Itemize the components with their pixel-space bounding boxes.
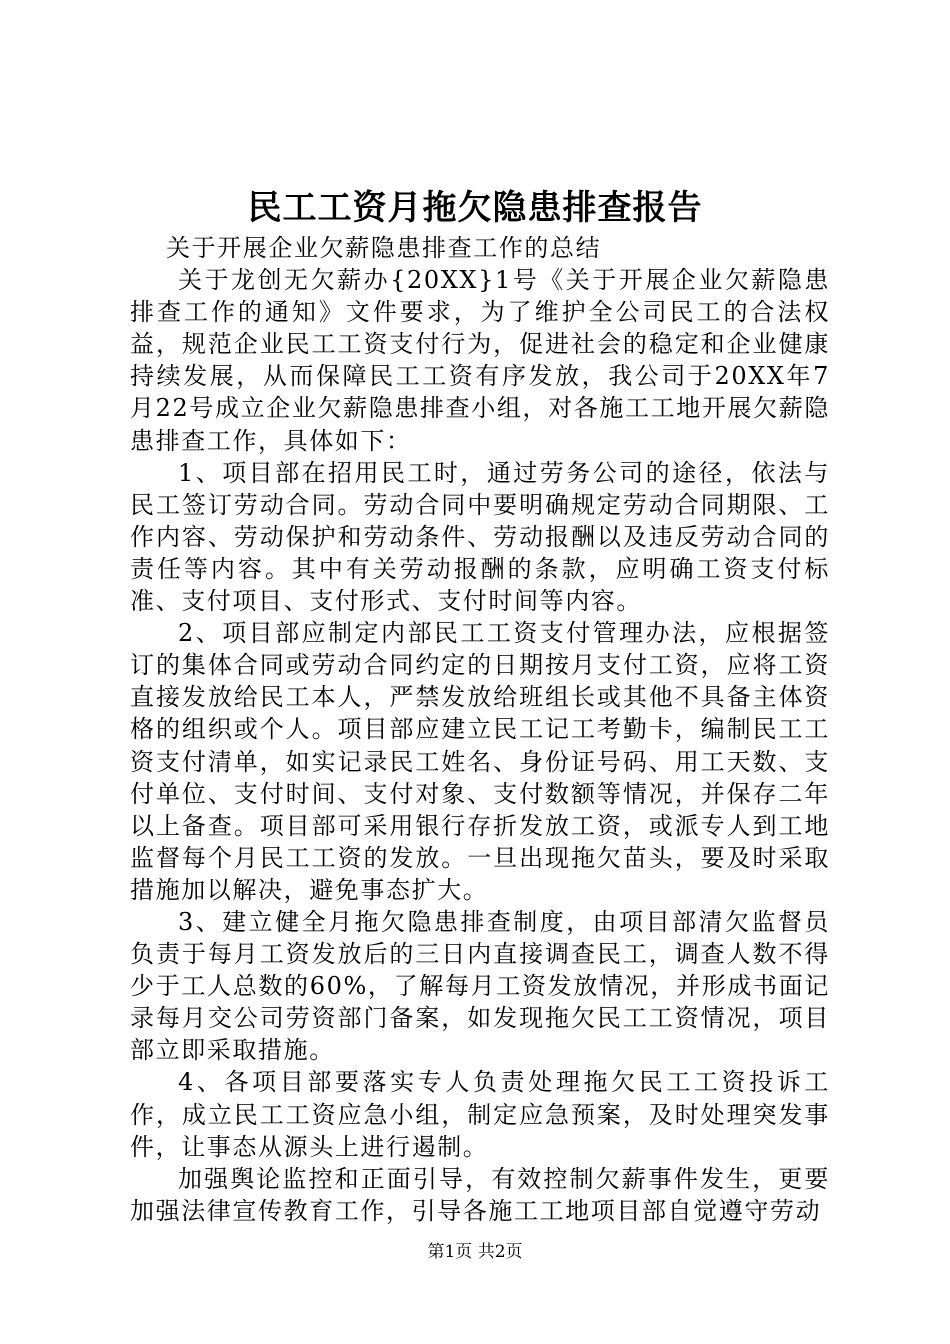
paragraph-item-3: 3、建立健全月拖欠隐患排查制度，由项目部清欠监督员负责于每月工资发放后的三日内直接调查民工，调查人数不得少于工人总数的60%，了解每月工资发放情况，并形成书面记录每月交公司劳资部门备案，如发现拖欠民工工资情况，项目部立即采取措施。 xyxy=(130,907,830,1065)
paragraph-closing: 加强舆论监控和正面引导，有效控制欠薪事件发生，更要加强法律宣传教育工作，引导各施工工地项目部自觉遵守劳动 xyxy=(130,1164,830,1225)
paragraph-item-4: 4、各项目部要落实专人负责处理拖欠民工工资投诉工作，成立民工工资应急小组，制定应急预案，及时处理突发事件，让事态从源头上进行遏制。 xyxy=(130,1068,830,1161)
paragraph-item-1: 1、项目部在招用民工时，通过劳务公司的途径，依法与民工签订劳动合同。劳动合同中要明确规定劳动合同期限、工作内容、劳动保护和劳动条件、劳动报酬以及违反劳动合同的责任等内容。其中有关劳动报酬的条款，应明确工资支付标准、支付项目、支付形式、支付时间等内容。 xyxy=(130,458,830,616)
paragraph-item-2: 2、项目部应制定内部民工工资支付管理办法，应根据签订的集体合同或劳动合同约定的日期按月支付工资，应将工资直接发放给民工本人，严禁发放给班组长或其他不具备主体资格的组织或个人。项目部应建立民工记工考勤卡，编制民工工资支付清单，如实记录民工姓名、身份证号码、用工天数、支付单位、支付时间、支付对象、支付数额等情况，并保存二年以上备查。项目部可采用银行存折发放工资，或派专人到工地监督每个月民工工资的发放。一旦出现拖欠苗头，要及时采取措施加以解决，避免事态扩大。 xyxy=(130,619,830,904)
document-body xyxy=(130,232,830,1227)
document-subtitle: 关于开展企业欠薪隐患排查工作的总结 xyxy=(166,234,602,262)
paragraph-intro: 关于龙创无欠薪办{20XX}1号《关于开展企业欠薪隐患排查工作的通知》文件要求，为了维护全公司民工的合法权益，规范企业民工工资支付行为，促进社会的稳定和企业健康持续发展，从而保障民工工资有序发放，我公司于20XX年7月22号成立企业欠薪隐患排查小组，对各施工工地开展欠薪隐患排查工作，具体如下： xyxy=(130,266,830,455)
page-number-footer: 第1页 共2页 xyxy=(427,1242,523,1262)
document-title: 民工工资月拖欠隐患排查报告 xyxy=(247,188,703,228)
